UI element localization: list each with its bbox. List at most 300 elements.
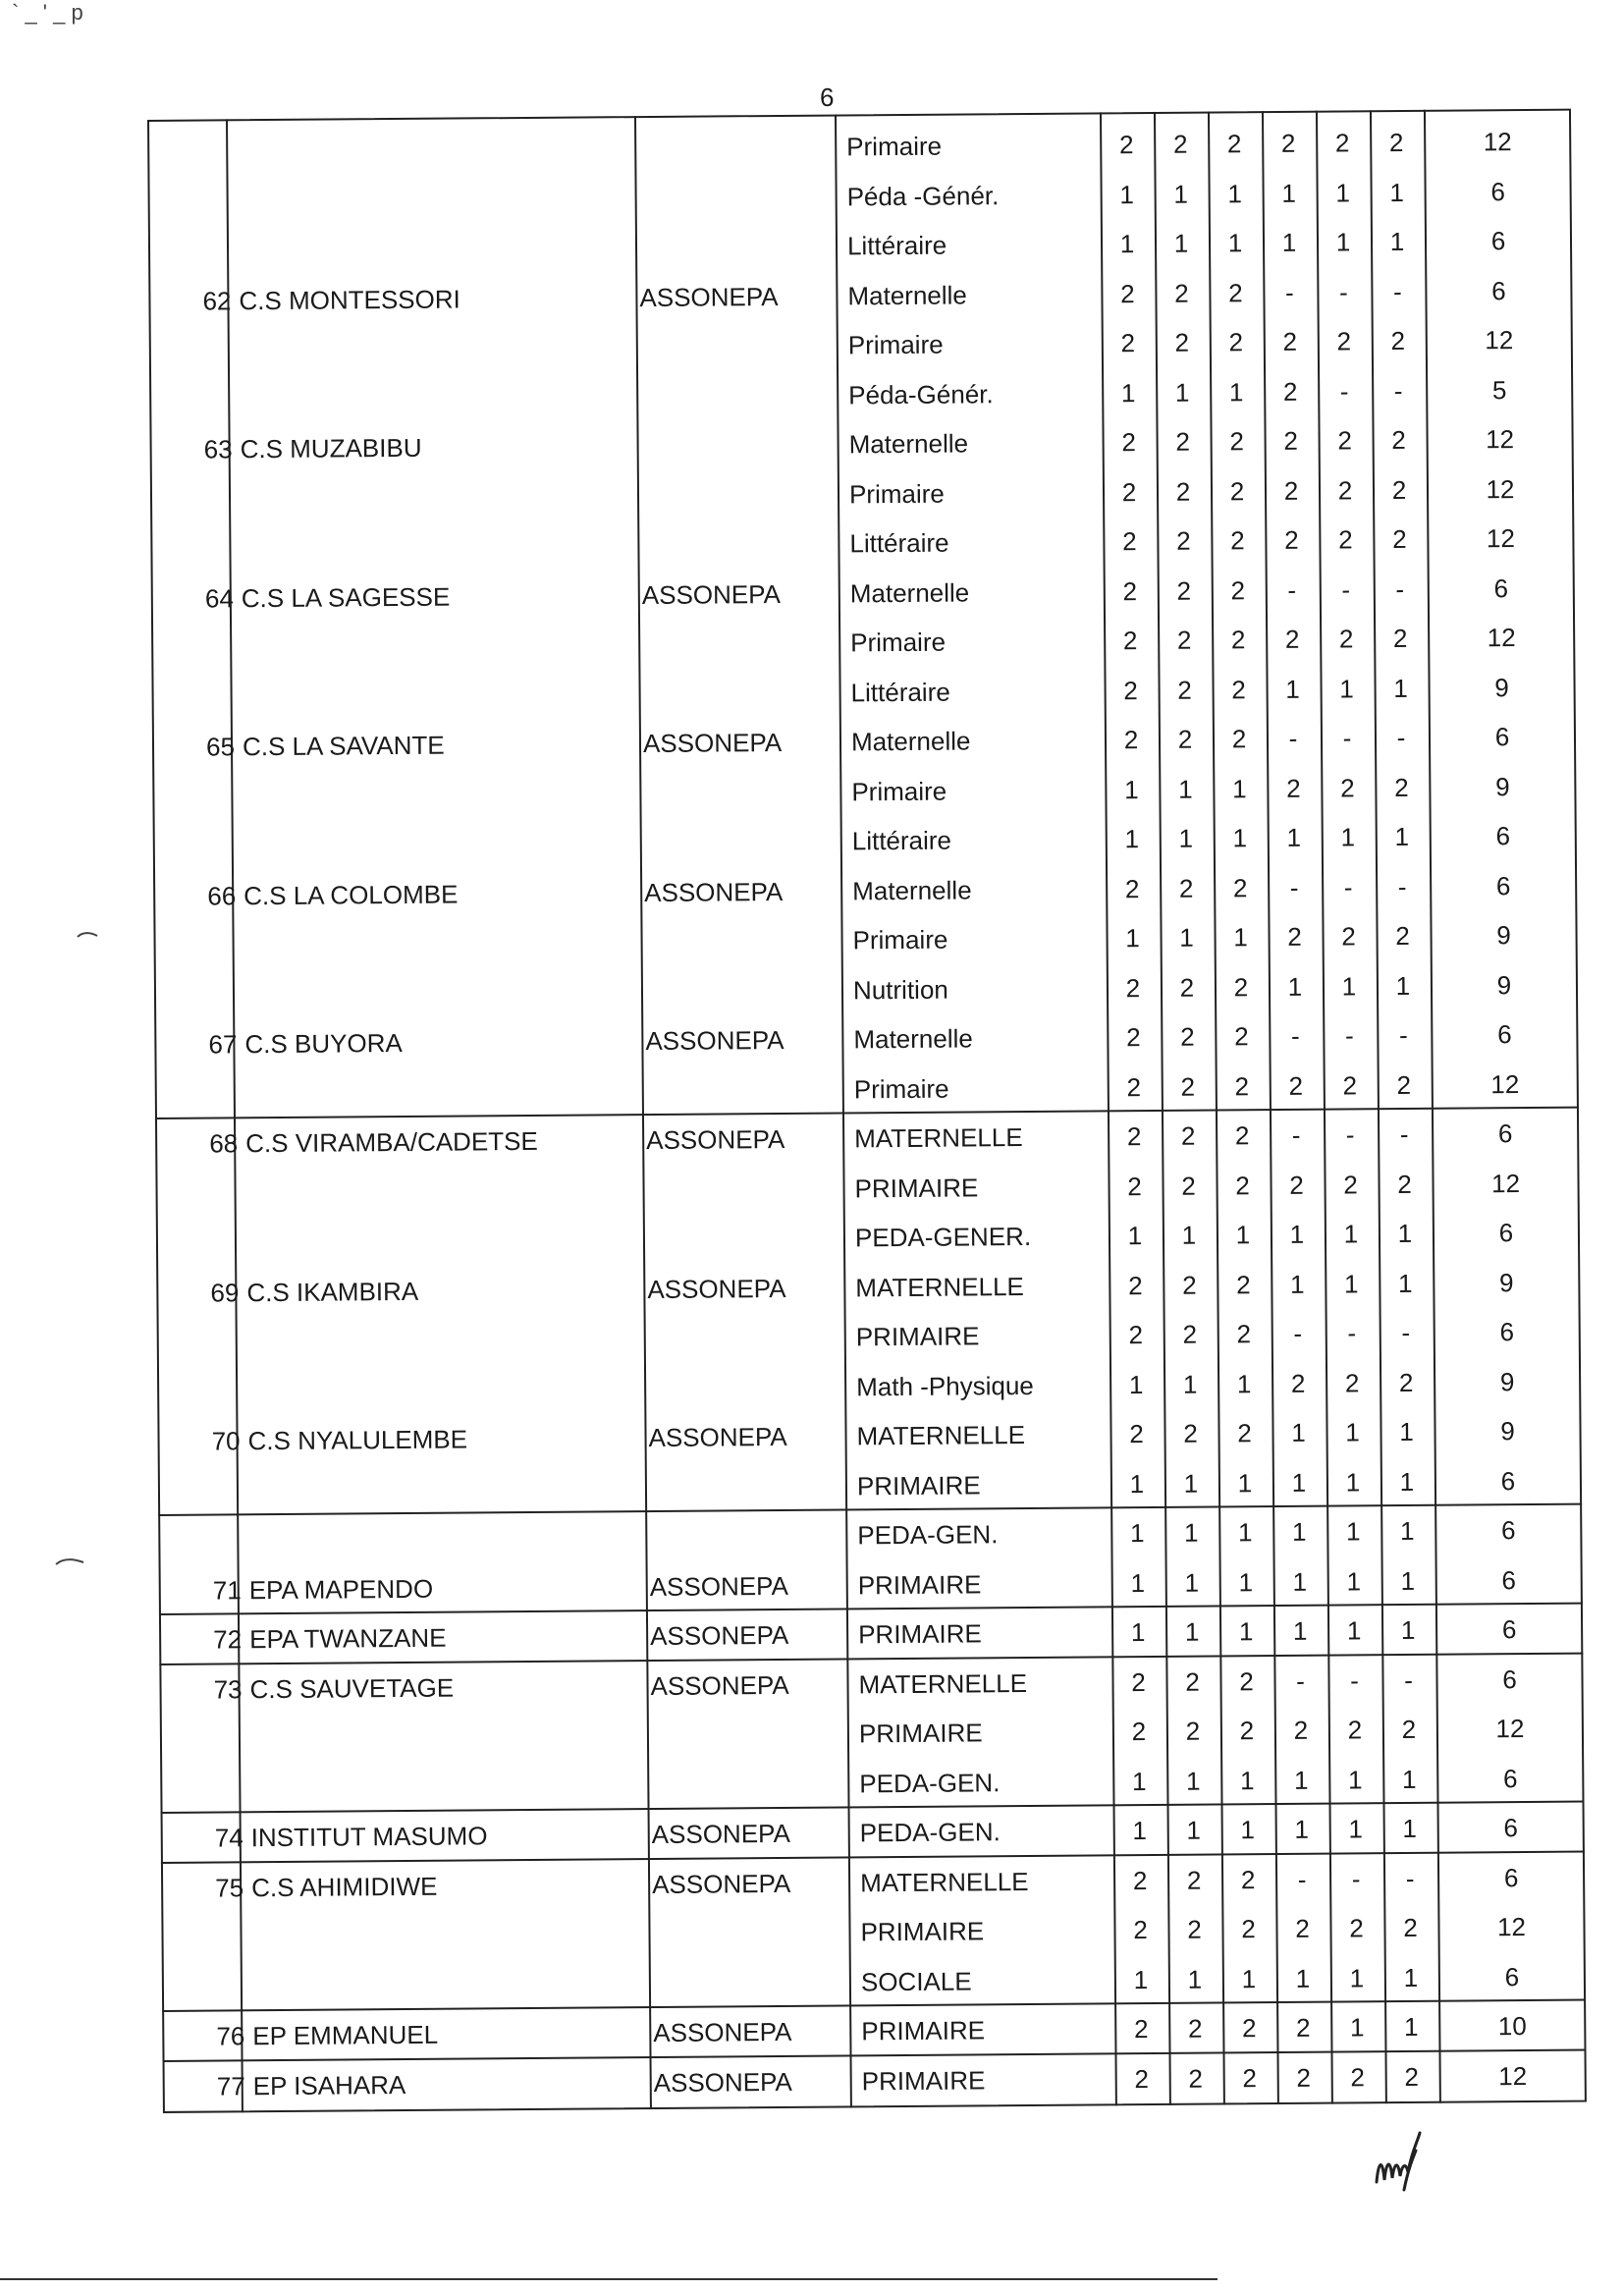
count-value: 1 (1236, 1368, 1252, 1398)
row-number (150, 474, 233, 524)
count-value: 2 (1338, 624, 1354, 654)
count-value: 1 (1132, 1816, 1148, 1846)
section-name: Maternelle (853, 1023, 973, 1055)
count-value: 2 (1239, 1665, 1254, 1696)
school-name (243, 1218, 246, 1267)
section-name: MATERNELLE (856, 1420, 1026, 1451)
row-number: 63 (203, 434, 233, 464)
count-value: 1 (1289, 1219, 1305, 1249)
count-value: 2 (1133, 1915, 1148, 1945)
count-value: 2 (1397, 1169, 1412, 1199)
count-value: 1 (1130, 1617, 1146, 1648)
row-total: 6 (1504, 1961, 1520, 1991)
row-number (151, 623, 234, 673)
count-value: 1 (1173, 179, 1188, 209)
count-value: 2 (1296, 2062, 1312, 2093)
count-value: 2 (1290, 1368, 1306, 1398)
count-value: 2 (1178, 873, 1194, 903)
count-value: 1 (1400, 1614, 1416, 1646)
row-total: 12 (1483, 127, 1512, 157)
count-value: 2 (1174, 278, 1189, 308)
count-value: 1 (1174, 377, 1190, 408)
section-name: Maternelle (850, 726, 971, 757)
row-total: 6 (1502, 1664, 1517, 1694)
row-number (155, 1169, 238, 1219)
count-value: - (1291, 1119, 1301, 1150)
count-value: - (1395, 573, 1405, 604)
count-value: 2 (1230, 574, 1246, 605)
count-value: 2 (1289, 1170, 1304, 1200)
school-name (244, 1466, 248, 1515)
count-value: 1 (1120, 377, 1136, 408)
margin-mark (55, 1554, 77, 1563)
count-value: 2 (1134, 2063, 1150, 2094)
count-value: 1 (1292, 1566, 1308, 1597)
row-total: 6 (1500, 1515, 1516, 1546)
row-total: 12 (1485, 325, 1514, 355)
row-total: 12 (1487, 623, 1516, 653)
row-total: 12 (1486, 523, 1515, 554)
association: ASSONEPA (646, 1123, 785, 1156)
row-total: 10 (1497, 2011, 1527, 2042)
count-value: 2 (1241, 1914, 1256, 1944)
count-value: 2 (1343, 1169, 1358, 1199)
section-name: Littéraire (851, 825, 952, 856)
row-total: 5 (1491, 374, 1507, 405)
count-value: 2 (1175, 476, 1191, 507)
count-value: 2 (1133, 2014, 1149, 2045)
section-name: Littéraire (850, 677, 950, 707)
count-value: 2 (1235, 1170, 1250, 1200)
count-value: 2 (1241, 2013, 1257, 2044)
count-value: 2 (1344, 1367, 1360, 1397)
section-name: MATERNELLE (858, 1667, 1028, 1699)
row-total: 6 (1495, 821, 1511, 851)
association: ASSONEPA (641, 578, 782, 610)
count-value: 1 (1349, 1962, 1365, 1992)
count-value: 2 (1125, 972, 1141, 1003)
row-total: 12 (1490, 1168, 1521, 1198)
row-number: 64 (204, 582, 234, 614)
row-total: 6 (1502, 1763, 1518, 1793)
count-value: 2 (1122, 575, 1138, 606)
count-value: 1 (1335, 177, 1350, 207)
count-value: 1 (1343, 1219, 1359, 1249)
row-number (157, 1367, 240, 1417)
count-value: 2 (1187, 1914, 1202, 1944)
count-value: - (1405, 1863, 1415, 1893)
section-name: Péda-Génér. (848, 378, 994, 409)
row-number (160, 1714, 243, 1764)
count-value: 2 (1338, 524, 1353, 555)
count-value: 1 (1397, 1268, 1413, 1298)
row-total: 6 (1503, 1813, 1519, 1843)
section-name: Littéraire (849, 527, 949, 559)
row-number: 71 (212, 1574, 242, 1606)
section-name: MATERNELLE (860, 1866, 1029, 1897)
count-value: 2 (1230, 625, 1246, 655)
count-value: 2 (1229, 475, 1245, 506)
count-value: 1 (1291, 1467, 1307, 1498)
section-name: PRIMAIRE (860, 1916, 985, 1947)
school-name (244, 1367, 247, 1416)
count-value: - (1341, 573, 1351, 604)
count-value: 1 (1179, 922, 1194, 953)
association: ASSONEPA (652, 1868, 791, 1899)
count-value: - (1343, 871, 1353, 901)
count-value: 1 (1393, 673, 1408, 703)
count-value: 1 (1182, 1369, 1198, 1399)
count-value: 2 (1282, 376, 1298, 407)
row-number: 73 (213, 1673, 243, 1705)
row-total: 9 (1498, 1267, 1514, 1297)
count-value: 2 (1295, 2012, 1311, 2043)
school-name: C.S LA SAGESSE (241, 581, 451, 613)
count-value: 1 (1281, 227, 1297, 257)
section-name: Primaire (851, 776, 947, 806)
count-value: 2 (1236, 1319, 1252, 1349)
section-name: Nutrition (852, 974, 948, 1005)
school-name (234, 177, 238, 226)
row-total: 6 (1498, 1218, 1514, 1248)
count-value: 2 (1340, 772, 1355, 802)
row-total: 9 (1500, 1416, 1515, 1446)
count-value: 2 (1186, 1865, 1202, 1895)
count-value: 2 (1239, 1716, 1255, 1746)
school-name (237, 523, 241, 573)
count-value: 2 (1129, 1419, 1144, 1449)
count-value: 1 (1127, 1221, 1143, 1251)
count-value: - (1399, 1118, 1409, 1150)
count-value: 2 (1403, 1912, 1418, 1943)
section-name: PEDA-GEN. (857, 1519, 999, 1551)
count-value: 2 (1180, 1071, 1196, 1102)
row-total: 6 (1501, 1564, 1517, 1595)
school-name (247, 1912, 251, 1961)
row-number (160, 1764, 243, 1814)
row-number (147, 177, 230, 227)
association: ASSONEPA (639, 281, 779, 312)
association: ASSONEPA (648, 1421, 787, 1453)
count-value: 2 (1401, 1714, 1417, 1745)
row-number (158, 1515, 241, 1565)
section-name: Math -Physique (856, 1370, 1034, 1401)
row-total: 6 (1501, 1614, 1517, 1645)
count-value: - (1293, 1318, 1303, 1348)
school-name: EP ISAHARA (252, 2069, 406, 2100)
count-value: 1 (1293, 1765, 1309, 1795)
count-value: - (1347, 1318, 1357, 1348)
count-value: 2 (1398, 1367, 1414, 1397)
bottom-rule (0, 2278, 1218, 2280)
row-number (158, 1466, 241, 1516)
row-number (149, 325, 232, 375)
count-value: 2 (1234, 1021, 1249, 1052)
section-name: PEDA-GENER. (854, 1221, 1032, 1253)
count-value: 2 (1280, 128, 1296, 158)
row-number: 70 (211, 1426, 241, 1456)
row-total: 6 (1495, 870, 1511, 900)
section-name: MATERNELLE (855, 1271, 1024, 1302)
school-name (244, 1317, 247, 1366)
count-value: 2 (1391, 474, 1407, 505)
count-value: 2 (1337, 425, 1352, 456)
section-name: PRIMAIRE (856, 1469, 981, 1500)
row-number: 75 (215, 1872, 244, 1903)
row-total: 6 (1499, 1317, 1515, 1347)
section-name: PEDA-GEN. (859, 1817, 1001, 1848)
count-value: 1 (1173, 228, 1189, 258)
section-name: PRIMAIRE (854, 1172, 979, 1203)
count-value: 1 (1389, 177, 1404, 207)
count-value: 1 (1345, 1466, 1361, 1497)
count-value: 1 (1184, 1567, 1200, 1598)
row-total: 12 (1486, 424, 1515, 455)
section-name: PRIMAIRE (861, 2064, 986, 2096)
row-number (148, 226, 231, 276)
school-name: C.S LA SAVANTE (242, 730, 445, 762)
count-value: 2 (1185, 1716, 1201, 1746)
row-number (152, 772, 235, 822)
count-value: 2 (1231, 724, 1247, 754)
row-number (150, 523, 233, 573)
school-table (147, 109, 1587, 2113)
school-name: C.S VIRAMBA/CADETSE (245, 1125, 538, 1159)
count-value: 2 (1122, 526, 1137, 557)
count-value: 1 (1399, 1416, 1414, 1447)
count-value: 1 (1133, 1964, 1149, 1994)
count-value: 1 (1128, 1369, 1144, 1399)
count-value: 1 (1119, 179, 1134, 209)
count-value: 1 (1238, 1566, 1254, 1597)
row-number: 76 (216, 2021, 245, 2051)
school-name: EP EMMANUEL (252, 2019, 439, 2051)
row-number: 67 (208, 1029, 238, 1060)
row-total: 9 (1499, 1366, 1515, 1396)
count-value: 2 (1229, 426, 1244, 457)
count-value: - (1296, 1665, 1305, 1696)
count-value: 2 (1131, 1717, 1147, 1747)
count-value: 2 (1337, 474, 1353, 505)
association: ASSONEPA (647, 1273, 786, 1304)
school-name (238, 623, 242, 672)
count-value: 1 (1291, 1516, 1307, 1547)
section-name: PRIMAIRE (861, 2015, 986, 2046)
school-name (236, 375, 240, 424)
count-value: 2 (1234, 1120, 1250, 1151)
school-name (235, 226, 239, 275)
count-value: 2 (1176, 575, 1192, 606)
count-value: - (1398, 1019, 1408, 1051)
signature-icon (1369, 2121, 1447, 2200)
count-value: 1 (1185, 1766, 1201, 1796)
count-value: 2 (1126, 1071, 1142, 1102)
count-value: 1 (1285, 674, 1300, 704)
count-value: 2 (1231, 674, 1246, 704)
count-value: 1 (1241, 1963, 1257, 1993)
row-number (147, 127, 230, 177)
school-name (234, 127, 238, 176)
count-value: 2 (1123, 725, 1139, 755)
count-value: 2 (1131, 1666, 1146, 1697)
count-value: 1 (1238, 1616, 1254, 1647)
count-value: 1 (1402, 1813, 1418, 1844)
count-value: 2 (1187, 2013, 1203, 2044)
count-value: 2 (1286, 773, 1301, 803)
row-total: 6 (1490, 226, 1506, 256)
count-value: 1 (1233, 922, 1248, 953)
count-value: - (1397, 871, 1407, 901)
count-value: 1 (1400, 1565, 1416, 1596)
row-number (157, 1317, 240, 1367)
count-value: 2 (1349, 1913, 1364, 1943)
count-value: 1 (1119, 229, 1135, 259)
count-value: 2 (1390, 325, 1406, 356)
page-number: 6 (820, 82, 835, 112)
count-value: 1 (1345, 1417, 1360, 1447)
row-total: 6 (1497, 1019, 1512, 1050)
count-value: - (1404, 1664, 1413, 1695)
count-value: 2 (1176, 625, 1192, 655)
count-value: 2 (1185, 1666, 1200, 1697)
count-value: 2 (1128, 1320, 1144, 1350)
count-value: 2 (1180, 1120, 1196, 1151)
count-value: 2 (1396, 1069, 1412, 1100)
count-value: 1 (1131, 1766, 1147, 1796)
count-value: 2 (1240, 1864, 1256, 1894)
count-value: 2 (1404, 2061, 1420, 2092)
count-value: 2 (1188, 2063, 1204, 2094)
count-value: - (1290, 1020, 1300, 1051)
school-name: C.S MUZABIBU (240, 432, 422, 464)
count-value: 2 (1120, 328, 1136, 358)
row-number (156, 1218, 239, 1268)
row-total: 12 (1486, 473, 1515, 504)
school-name: C.S AHIMIDIWE (251, 1871, 438, 1902)
count-value: 1 (1227, 178, 1242, 208)
count-value: - (1297, 1864, 1307, 1894)
school-name (242, 1169, 245, 1218)
row-number: 77 (216, 2070, 245, 2101)
section-name: PRIMAIRE (858, 1618, 982, 1650)
count-value: - (1396, 722, 1406, 753)
count-value: 2 (1350, 2061, 1366, 2092)
count-value: 1 (1335, 227, 1351, 257)
association: ASSONEPA (653, 2016, 792, 2048)
row-total: 12 (1495, 1714, 1525, 1744)
count-value: 2 (1287, 921, 1302, 952)
count-value: 2 (1284, 624, 1300, 654)
count-value: 1 (1348, 1814, 1364, 1844)
count-value: 2 (1177, 675, 1192, 705)
section-name: Maternelle (849, 576, 970, 608)
count-value: 2 (1283, 475, 1299, 506)
count-value: - (1345, 1119, 1355, 1150)
school-name: EPA TWANZANE (249, 1622, 447, 1655)
count-value: 1 (1130, 1567, 1146, 1598)
row-total: 9 (1496, 969, 1512, 1000)
association: ASSONEPA (651, 1818, 790, 1850)
row-total: 6 (1500, 1465, 1516, 1496)
count-value: 2 (1237, 1418, 1252, 1448)
count-value: 1 (1239, 1765, 1255, 1795)
count-value: 2 (1126, 1121, 1142, 1152)
school-name (241, 970, 244, 1019)
count-value: 2 (1394, 772, 1409, 802)
row-number: 69 (210, 1277, 240, 1308)
count-value: 1 (1237, 1467, 1253, 1498)
row-total: 12 (1496, 1912, 1527, 1942)
row-total: 9 (1494, 672, 1509, 702)
count-value: 2 (1127, 1171, 1142, 1201)
school-name (246, 1764, 250, 1813)
count-value: 1 (1227, 228, 1243, 258)
count-value: 1 (1399, 1515, 1415, 1547)
row-number (149, 375, 232, 425)
count-value: 1 (1399, 1466, 1415, 1497)
row-total: 9 (1495, 771, 1510, 801)
school-name: INSTITUT MASUMO (250, 1821, 488, 1853)
count-value: 2 (1233, 971, 1249, 1002)
count-value: 1 (1347, 1764, 1363, 1794)
section-name: Maternelle (852, 874, 972, 905)
count-value: 2 (1120, 278, 1135, 308)
count-value: 2 (1228, 277, 1243, 307)
count-value: 1 (1235, 1220, 1251, 1250)
section-name: PRIMAIRE (855, 1321, 980, 1352)
count-value: 1 (1181, 1220, 1197, 1250)
count-value: - (1401, 1317, 1411, 1348)
association: ASSONEPA (653, 2066, 792, 2098)
count-value: - (1338, 276, 1348, 306)
section-name: Primaire (850, 627, 947, 658)
count-value: 1 (1228, 376, 1244, 407)
count-value: 2 (1228, 327, 1244, 357)
count-value: 1 (1403, 1962, 1419, 1992)
association: ASSONEPA (644, 876, 784, 907)
count-value: 1 (1124, 824, 1140, 854)
row-total: 9 (1496, 920, 1511, 951)
association: ASSONEPA (650, 1669, 789, 1701)
school-name: EPA MAPENDO (248, 1573, 434, 1605)
count-value: - (1392, 276, 1402, 306)
count-value: 1 (1397, 1218, 1413, 1249)
count-value: 2 (1175, 426, 1190, 457)
row-total: 6 (1494, 722, 1510, 752)
count-value: 1 (1178, 823, 1194, 853)
count-value: 1 (1124, 774, 1139, 804)
school-name (236, 325, 240, 374)
association: ASSONEPA (642, 727, 783, 759)
count-value: 1 (1183, 1468, 1199, 1499)
count-value: 2 (1122, 626, 1138, 656)
count-value: 1 (1178, 774, 1193, 804)
count-value: 2 (1181, 1171, 1196, 1201)
count-value: 2 (1288, 1070, 1304, 1101)
section-name: Primaire (853, 1073, 949, 1104)
row-number (153, 920, 236, 970)
count-value: 1 (1187, 1964, 1203, 1994)
count-value: 2 (1282, 326, 1298, 356)
school-name: C.S SAUVETAGE (249, 1672, 455, 1704)
count-value: 1 (1286, 822, 1302, 852)
section-name: Littéraire (846, 230, 947, 261)
count-value: 1 (1394, 821, 1410, 852)
row-total: 6 (1490, 176, 1505, 206)
school-name: C.S BUYORA (244, 1027, 403, 1060)
count-value: - (1289, 872, 1299, 902)
count-value: 1 (1403, 2011, 1419, 2043)
